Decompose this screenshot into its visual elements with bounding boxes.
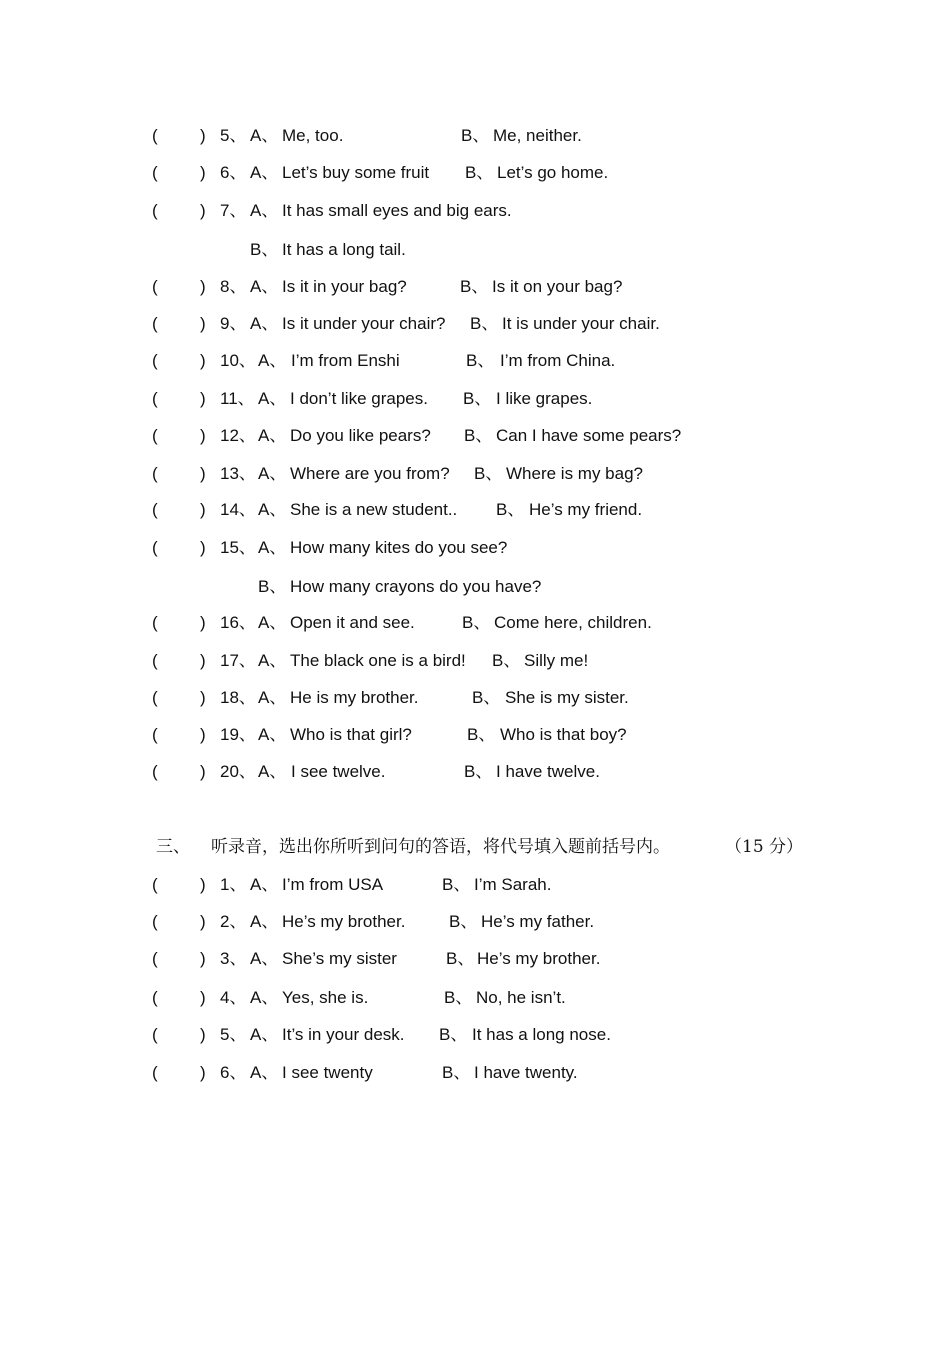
question-number: 12、 — [220, 426, 256, 445]
section-score: （15 分） — [725, 837, 804, 857]
answer-paren-open: ( — [152, 762, 158, 781]
question-number: 1、 — [220, 875, 247, 894]
option-a-text: Do you like pears? — [290, 426, 431, 445]
option-a-text: The black one is a bird! — [290, 651, 466, 670]
question-number: 11、 — [220, 389, 255, 408]
option-a-text: Open it and see. — [290, 613, 415, 632]
answer-paren-close: ) — [200, 464, 206, 483]
answer-paren-open: ( — [152, 912, 158, 931]
option-b-marker: B、 — [470, 314, 499, 333]
answer-paren-close: ) — [200, 126, 206, 145]
option-b-text: I have twenty. — [474, 1063, 578, 1082]
option-a-text: It has small eyes and big ears. — [282, 201, 512, 220]
answer-paren-open: ( — [152, 651, 158, 670]
answer-paren-close: ) — [200, 351, 206, 370]
question-number: 10、 — [220, 351, 256, 370]
option-b-marker: B、 — [442, 1063, 471, 1082]
option-a-marker: A、 — [258, 688, 287, 707]
question-number: 4、 — [220, 988, 247, 1007]
question-number: 8、 — [220, 277, 247, 296]
option-a-text: Is it in your bag? — [282, 277, 407, 296]
option-b-text: It is under your chair. — [502, 314, 660, 333]
option-b-marker: B、 — [465, 163, 494, 182]
option-b-marker: B、 — [466, 351, 495, 370]
option-b-marker: B、 — [444, 988, 473, 1007]
question-number: 17、 — [220, 651, 256, 670]
option-b-marker: B、 — [439, 1025, 468, 1044]
option-b-marker: B、 — [250, 240, 279, 259]
question-number: 3、 — [220, 949, 247, 968]
answer-paren-close: ) — [200, 426, 206, 445]
option-a-text: I’m from USA — [282, 875, 384, 894]
option-a-text: I don’t like grapes. — [290, 389, 428, 408]
question-number: 6、 — [220, 1063, 247, 1082]
option-b-text: He’s my father. — [481, 912, 595, 931]
answer-paren-open: ( — [152, 500, 158, 519]
option-a-text: I’m from Enshi — [291, 351, 400, 370]
option-a-marker: A、 — [250, 949, 279, 968]
option-b-marker: B、 — [258, 577, 287, 596]
option-a-marker: A、 — [258, 651, 287, 670]
option-a-marker: A、 — [258, 725, 287, 744]
answer-paren-close: ) — [200, 875, 206, 894]
answer-paren-open: ( — [152, 538, 158, 557]
question-number: 14、 — [220, 500, 256, 519]
option-b-text: Let’s go home. — [497, 163, 609, 182]
answer-paren-open: ( — [152, 464, 158, 483]
question-number: 2、 — [220, 912, 247, 931]
answer-paren-close: ) — [200, 912, 206, 931]
option-a-marker: A、 — [250, 314, 279, 333]
answer-paren-open: ( — [152, 351, 158, 370]
section-numeral: 三、 — [156, 837, 190, 857]
answer-paren-close: ) — [200, 988, 206, 1007]
option-a-text: She is a new student.. — [290, 500, 458, 519]
answer-paren-open: ( — [152, 1063, 158, 1082]
option-a-marker: A、 — [258, 613, 287, 632]
option-b-marker: B、 — [464, 426, 493, 445]
answer-paren-open: ( — [152, 1025, 158, 1044]
answer-paren-close: ) — [200, 949, 206, 968]
option-a-marker: A、 — [258, 426, 287, 445]
option-a-marker: A、 — [258, 762, 287, 781]
option-a-text: She’s my sister — [282, 949, 397, 968]
option-a-marker: A、 — [258, 500, 287, 519]
answer-paren-close: ) — [200, 1025, 206, 1044]
option-a-text: It’s in your desk. — [282, 1025, 405, 1044]
option-b-text: I’m from China. — [500, 351, 616, 370]
option-b-marker: B、 — [496, 500, 525, 519]
option-b-text: He’s my brother. — [477, 949, 601, 968]
option-a-marker: A、 — [250, 277, 279, 296]
option-b-marker: B、 — [442, 875, 471, 894]
answer-paren-close: ) — [200, 314, 206, 333]
option-b-text: Me, neither. — [493, 126, 582, 145]
answer-paren-close: ) — [200, 613, 206, 632]
answer-paren-close: ) — [200, 538, 206, 557]
question-number: 5、 — [220, 1025, 247, 1044]
answer-paren-open: ( — [152, 314, 158, 333]
answer-paren-open: ( — [152, 277, 158, 296]
question-number: 15、 — [220, 538, 256, 557]
answer-paren-open: ( — [152, 949, 158, 968]
question-number: 6、 — [220, 163, 247, 182]
option-b-marker: B、 — [462, 613, 491, 632]
option-b-text: I like grapes. — [496, 389, 593, 408]
answer-paren-close: ) — [200, 651, 206, 670]
option-a-text: I see twenty — [282, 1063, 373, 1082]
option-a-text: Where are you from? — [290, 464, 450, 483]
question-number: 5、 — [220, 126, 247, 145]
option-a-marker: A、 — [250, 988, 279, 1007]
option-b-text: I have twelve. — [496, 762, 600, 781]
answer-paren-open: ( — [152, 725, 158, 744]
option-a-marker: A、 — [250, 912, 279, 931]
option-b-marker: B、 — [463, 389, 492, 408]
question-number: 7、 — [220, 201, 247, 220]
answer-paren-close: ) — [200, 762, 206, 781]
option-a-text: How many kites do you see? — [290, 538, 508, 557]
answer-paren-open: ( — [152, 389, 158, 408]
option-a-text: I see twelve. — [291, 762, 386, 781]
answer-paren-open: ( — [152, 875, 158, 894]
option-a-marker: A、 — [250, 126, 279, 145]
answer-paren-close: ) — [200, 500, 206, 519]
question-number: 18、 — [220, 688, 256, 707]
answer-paren-close: ) — [200, 688, 206, 707]
answer-paren-open: ( — [152, 988, 158, 1007]
answer-paren-open: ( — [152, 426, 158, 445]
option-a-marker: A、 — [250, 1063, 279, 1082]
option-b-marker: B、 — [474, 464, 503, 483]
option-a-text: Yes, she is. — [282, 988, 369, 1007]
option-a-marker: A、 — [258, 351, 287, 370]
option-a-marker: A、 — [250, 875, 279, 894]
option-b-text: It has a long nose. — [472, 1025, 611, 1044]
option-a-marker: A、 — [258, 389, 287, 408]
answer-paren-open: ( — [152, 613, 158, 632]
option-b-text: Silly me! — [524, 651, 589, 670]
option-b-marker: B、 — [460, 277, 489, 296]
option-a-text: Let’s buy some fruit — [282, 163, 430, 182]
answer-paren-open: ( — [152, 688, 158, 707]
section-instruction: 听录音，选出你所听到问句的答语，将代号填入题前括号内。 — [211, 837, 670, 857]
answer-paren-close: ) — [200, 201, 206, 220]
answer-paren-close: ) — [200, 163, 206, 182]
option-b-text: Come here, children. — [494, 613, 652, 632]
option-b-marker: B、 — [472, 688, 501, 707]
option-a-text: Is it under your chair? — [282, 314, 446, 333]
option-a-marker: A、 — [250, 163, 279, 182]
answer-paren-close: ) — [200, 277, 206, 296]
option-a-marker: A、 — [258, 464, 287, 483]
option-b-text: Is it on your bag? — [492, 277, 623, 296]
option-a-marker: A、 — [250, 1025, 279, 1044]
answer-paren-close: ) — [200, 389, 206, 408]
answer-paren-open: ( — [152, 163, 158, 182]
answer-paren-close: ) — [200, 725, 206, 744]
option-a-text: He’s my brother. — [282, 912, 406, 931]
question-number: 19、 — [220, 725, 256, 744]
option-b-marker: B、 — [461, 126, 490, 145]
option-a-marker: A、 — [258, 538, 287, 557]
option-a-text: He is my brother. — [290, 688, 419, 707]
option-b-text: Where is my bag? — [506, 464, 643, 483]
option-a-text: Me, too. — [282, 126, 344, 145]
option-b-text: I’m Sarah. — [474, 875, 552, 894]
question-number: 16、 — [220, 613, 256, 632]
option-b-text: No, he isn’t. — [476, 988, 566, 1007]
answer-paren-close: ) — [200, 1063, 206, 1082]
option-b-marker: B、 — [467, 725, 496, 744]
option-b-text: She is my sister. — [505, 688, 629, 707]
option-b-text: Who is that boy? — [500, 725, 627, 744]
option-b-text: How many crayons do you have? — [290, 577, 542, 596]
question-number: 9、 — [220, 314, 247, 333]
option-b-text: Can I have some pears? — [496, 426, 682, 445]
question-number: 20、 — [220, 762, 256, 781]
option-a-marker: A、 — [250, 201, 279, 220]
answer-paren-open: ( — [152, 126, 158, 145]
option-b-marker: B、 — [446, 949, 475, 968]
question-number: 13、 — [220, 464, 256, 483]
option-b-marker: B、 — [464, 762, 493, 781]
option-b-marker: B、 — [492, 651, 521, 670]
option-a-text: Who is that girl? — [290, 725, 412, 744]
option-b-text: It has a long tail. — [282, 240, 406, 259]
option-b-text: He’s my friend. — [529, 500, 643, 519]
answer-paren-open: ( — [152, 201, 158, 220]
option-b-marker: B、 — [449, 912, 478, 931]
